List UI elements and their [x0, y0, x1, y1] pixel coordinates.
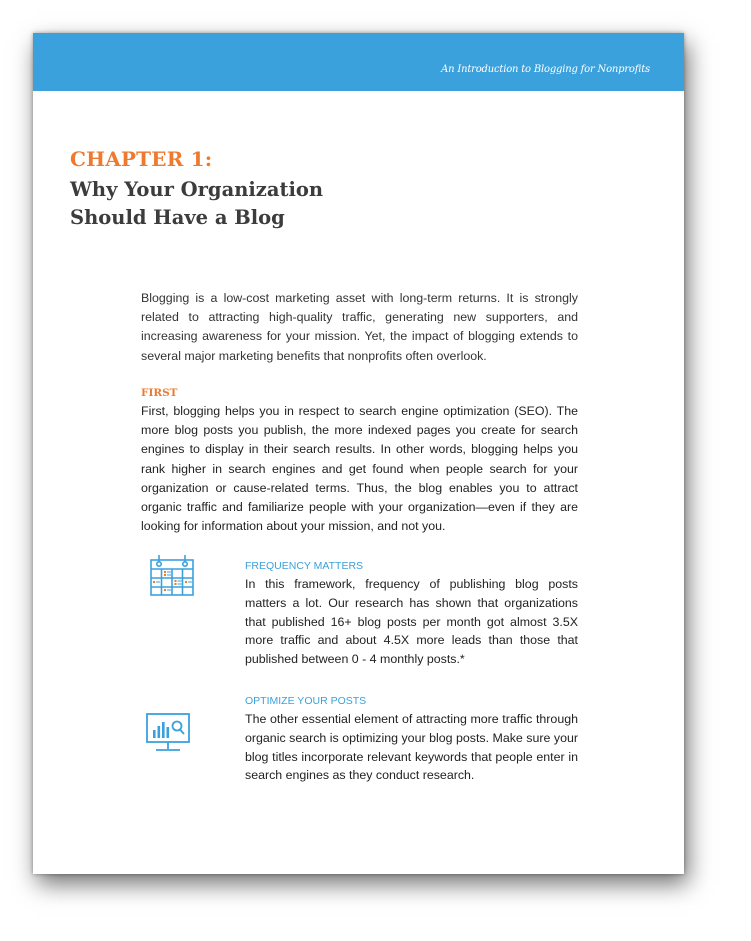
document-title: An Introduction to Blogging for Nonprofits	[441, 64, 650, 75]
first-heading: FIRST	[141, 387, 178, 399]
optimize-heading: OPTIMIZE YOUR POSTS	[245, 695, 367, 707]
document-page	[33, 33, 684, 874]
frequency-paragraph: In this framework, frequency of publishing blog posts matters a lot. Our research has shown that organizations that published 16+ blog posts per month got almost 3.5X more traffic and about 4.5X more leads than those that published between 0 - 4 monthly posts.*	[245, 577, 578, 667]
analytics-monitor-icon	[146, 713, 190, 753]
chapter-title-line-1: Why Your Organization	[70, 178, 324, 201]
intro-paragraph: Blogging is a low-cost marketing asset with long-term returns. It is strongly related to attracting high-quality traffic, generating new supporters, and increasing awareness for your mission. Yet, the impact of blogging extends to several major marketing benefits that nonprofits often overlook.	[141, 291, 578, 363]
chapter-title	[70, 176, 450, 232]
header-band	[33, 33, 684, 91]
calendar-icon	[150, 554, 194, 596]
optimize-paragraph: The other essential element of attracting more traffic through organic search is optimizing your blog posts. Make sure your blog titles incorporate relevant keywords that people enter in search engines as they conduct research.	[245, 712, 578, 783]
chapter-title-line-2: Should Have a Blog	[70, 206, 285, 229]
chapter-label: CHAPTER 1:	[70, 147, 213, 171]
frequency-heading: FREQUENCY MATTERS	[245, 560, 364, 572]
first-paragraph: First, blogging helps you in respect to search engine optimization (SEO). The more blog posts you publish, the more indexed pages you create for search engines to display in their search results. In other words, blogging helps you rank higher in search engines and get found when people search for your organization or cause-related terms. Thus, the blog enables you to attract organic traffic and familiarize people with your organization—even if they are looking for information about your mission, and not you.	[141, 404, 578, 534]
